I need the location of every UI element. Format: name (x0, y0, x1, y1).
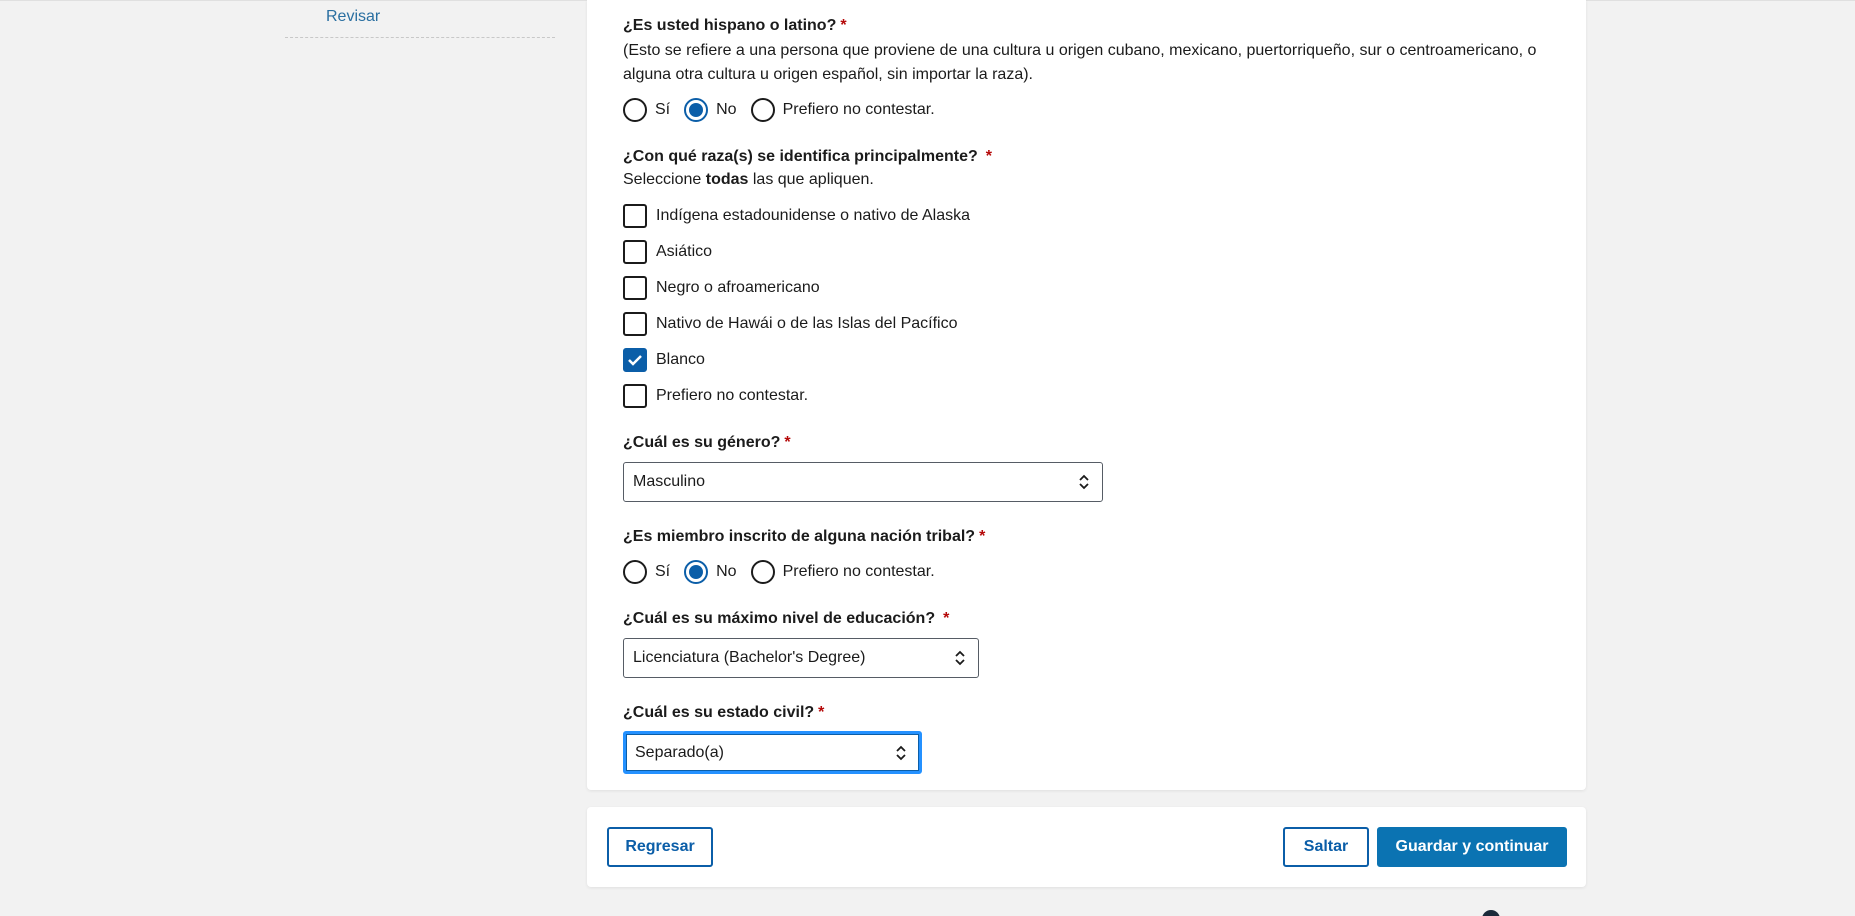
select-chevrons-icon (1078, 473, 1090, 491)
education-label-text: ¿Cuál es su máximo nivel de educación? (623, 610, 936, 627)
hispanic-radio-si[interactable] (623, 98, 670, 122)
gender-select[interactable] (623, 462, 1103, 502)
radio-label: Prefiero no contestar. (782, 101, 935, 118)
radio-circle[interactable] (623, 98, 647, 122)
tribal-radio-group (623, 559, 949, 585)
checkbox[interactable] (623, 312, 647, 336)
checkbox-label: Indígena estadounidense o nativo de Alaska (656, 207, 971, 224)
gender-select-value: Masculino (633, 473, 706, 490)
hispanic-help-text: (Esto se refiere a una persona que proviene de una cultura u origen cubano, mexicano, puertorriqueño, sur o centroamericano, o alguna otra cultura u origen español, sin importar la raza). (623, 42, 1537, 83)
hispanic-radio-no[interactable] (684, 98, 736, 122)
race-help-suffix: las que apliquen. (752, 171, 874, 188)
select-chevrons-icon (895, 744, 907, 762)
radio-label: No (716, 101, 737, 118)
race-help-prefix: Seleccione (623, 171, 702, 188)
radio-circle[interactable] (751, 98, 775, 122)
race-checkbox-white[interactable] (623, 347, 705, 373)
tribal-label-text: ¿Es miembro inscrito de alguna nación tribal? (623, 528, 976, 545)
radio-circle[interactable] (623, 560, 647, 584)
checkbox-label: Prefiero no contestar. (656, 387, 809, 404)
race-help-text (623, 168, 1543, 192)
select-chevrons-icon (954, 649, 966, 667)
race-label-text: ¿Con qué raza(s) se identifica principalmente? (623, 148, 978, 165)
required-marker: * (840, 17, 847, 34)
radio-circle-selected[interactable] (684, 98, 708, 122)
hispanic-question-label (623, 17, 847, 35)
radio-circle[interactable] (751, 560, 775, 584)
sidebar-divider (285, 37, 555, 38)
marital-label-text: ¿Cuál es su estado civil? (623, 704, 815, 721)
race-checkbox-prefer-not[interactable] (623, 383, 808, 409)
gender-question-label (623, 434, 791, 452)
checkbox[interactable] (623, 240, 647, 264)
race-checkbox-asian[interactable] (623, 239, 712, 265)
education-select[interactable] (623, 638, 979, 678)
checkbox-label: Nativo de Hawái o de las Islas del Pacífico (656, 315, 958, 332)
marital-question-label (623, 704, 824, 722)
checkbox-label: Blanco (656, 351, 705, 368)
tribal-radio-prefer-not[interactable] (751, 560, 935, 584)
tribal-question-label (623, 528, 985, 546)
race-question-label (623, 148, 992, 166)
checkbox-label: Asiático (656, 243, 713, 260)
required-marker: * (979, 528, 986, 545)
required-marker: * (985, 148, 992, 165)
education-question-label (623, 610, 949, 628)
radio-label: Prefiero no contestar. (782, 563, 935, 580)
gender-label-text: ¿Cuál es su género? (623, 434, 781, 451)
sidebar-link-review[interactable]: Revisar (326, 8, 381, 25)
hispanic-label-text: ¿Es usted hispano o latino? (623, 17, 837, 34)
checkbox[interactable] (623, 276, 647, 300)
radio-circle-selected[interactable] (684, 560, 708, 584)
checkbox[interactable] (623, 384, 647, 408)
education-select-value: Licenciatura (Bachelor's Degree) (633, 649, 866, 666)
check-icon (628, 354, 642, 366)
hispanic-radio-prefer-not[interactable] (751, 98, 935, 122)
checkbox-checked[interactable] (623, 348, 647, 372)
marital-select-value: Separado(a) (635, 743, 724, 761)
help-widget-icon[interactable] (1482, 910, 1500, 916)
hispanic-radio-group (623, 97, 949, 123)
save-continue-button[interactable]: Guardar y continuar (1377, 827, 1567, 867)
required-marker: * (943, 610, 950, 627)
race-checkbox-black[interactable] (623, 275, 820, 301)
checkbox-label: Negro o afroamericano (656, 279, 820, 296)
race-help-bold: todas (705, 171, 749, 188)
required-marker: * (818, 704, 825, 721)
tribal-radio-si[interactable] (623, 560, 670, 584)
race-checkbox-indigenous[interactable] (623, 203, 970, 229)
tribal-radio-no[interactable] (684, 560, 736, 584)
skip-button[interactable]: Saltar (1283, 827, 1369, 867)
radio-label: Sí (655, 563, 671, 580)
marital-select[interactable] (623, 731, 922, 774)
checkbox[interactable] (623, 204, 647, 228)
radio-label: No (716, 563, 737, 580)
required-marker: * (784, 434, 791, 451)
race-checkbox-pacific[interactable] (623, 311, 957, 337)
back-button[interactable]: Regresar (607, 827, 713, 867)
radio-label: Sí (655, 101, 671, 118)
